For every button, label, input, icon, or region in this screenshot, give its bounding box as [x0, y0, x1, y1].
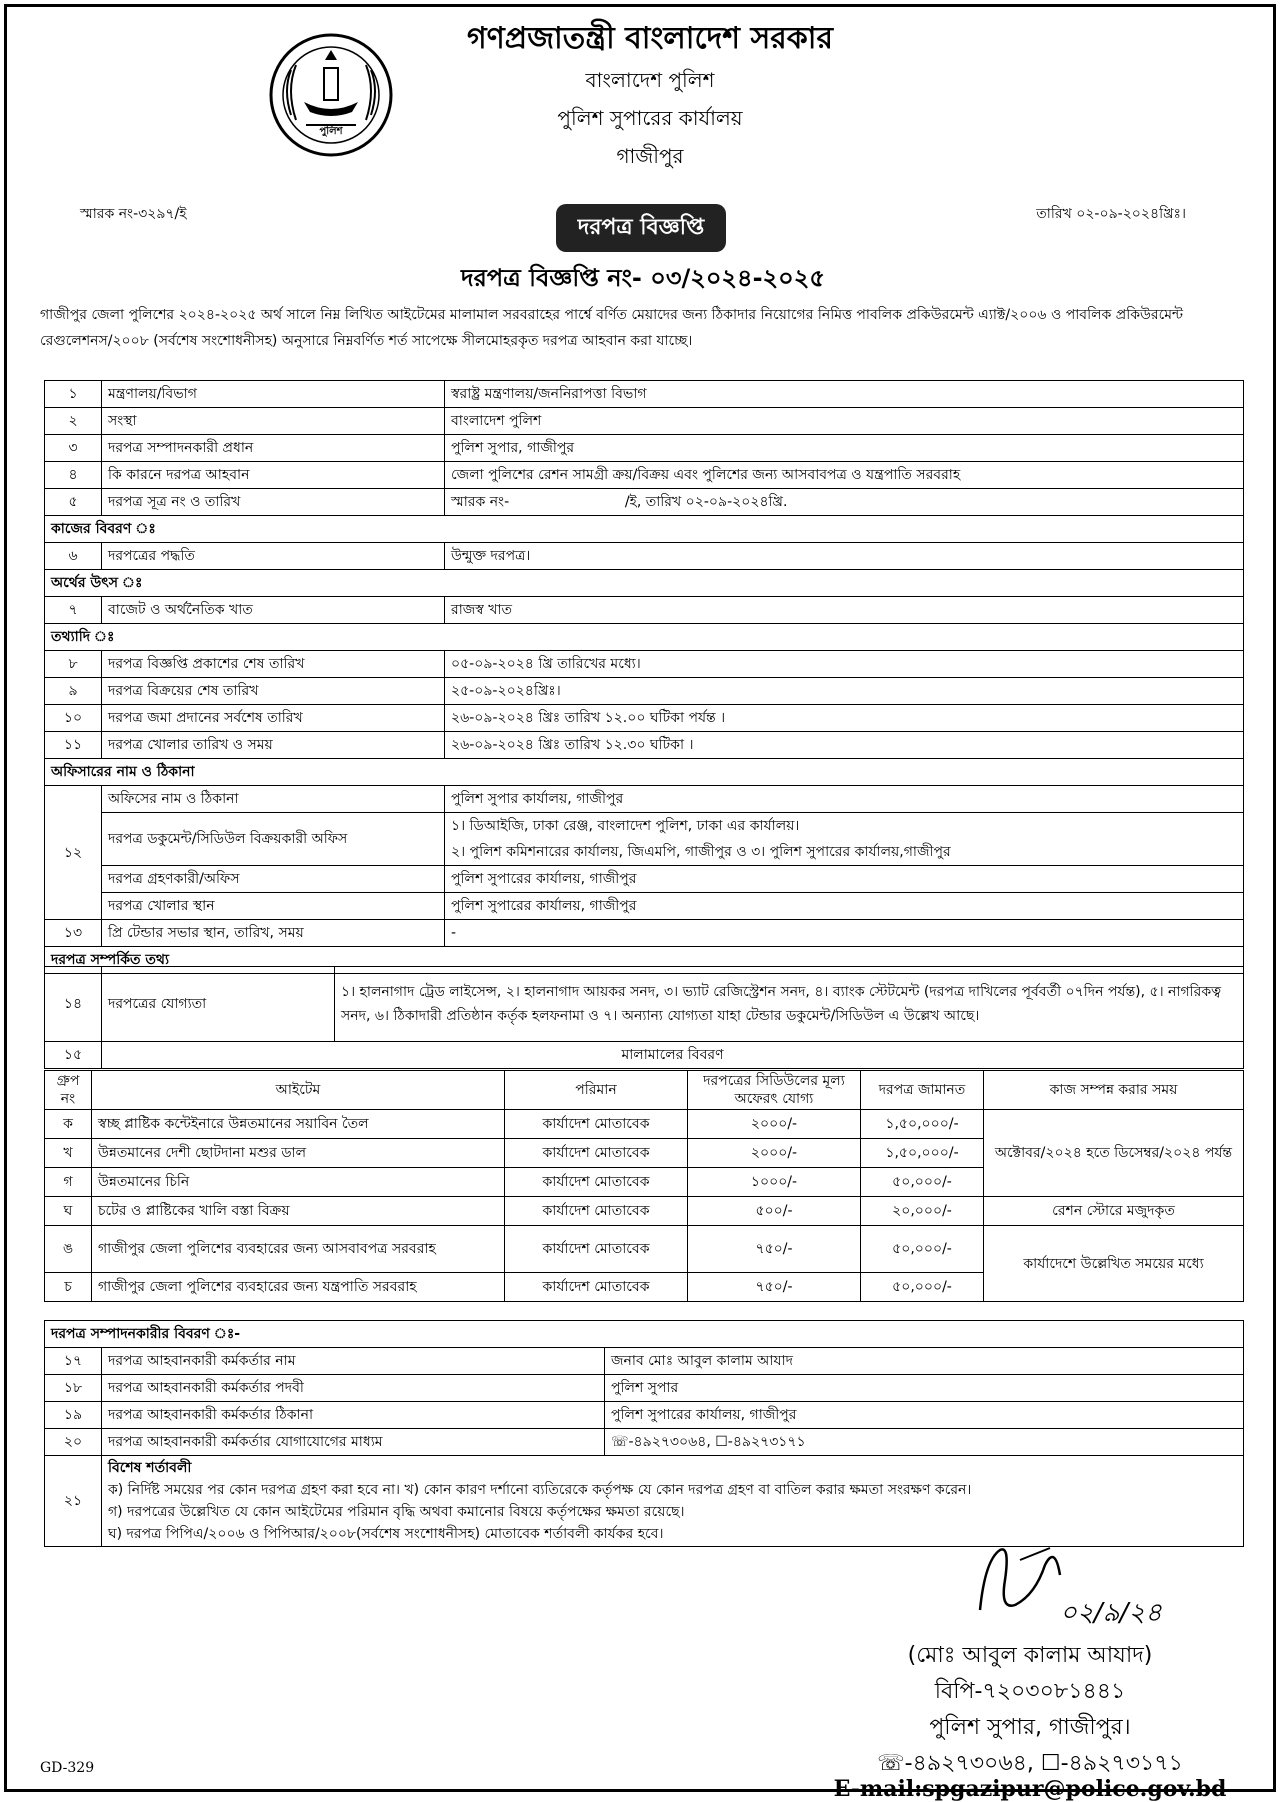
- header-quantity: পরিমান: [505, 1071, 688, 1110]
- table-row: [45, 597, 1244, 624]
- row-number: ১১: [45, 732, 102, 759]
- issue-date: তারিখ ০২-০৯-২০২৪খ্রিঃ।: [1036, 206, 1186, 222]
- row-number: ৬: [45, 543, 102, 570]
- table-row: [45, 1110, 1244, 1139]
- completion-time: কার্যাদেশে উল্লেখিত সময়ের মধ্যে: [984, 1226, 1244, 1302]
- completion-time: রেশন স্টোরে মজুদকৃত: [984, 1197, 1244, 1226]
- item-name: উন্নতমানের চিনি: [92, 1168, 505, 1197]
- row-value: পুলিশ সুপারের কার্যালয়, গাজীপুর: [605, 1402, 1244, 1429]
- row-number: ১৩: [45, 920, 102, 947]
- row-value: ২। পুলিশ কমিশনারের কার্যালয়, জিএমপি, গাজীপুর ও ৩। পুলিশ সুপারের কার্যালয়,গাজীপুর: [445, 839, 1244, 866]
- row-number: ১৮: [45, 1375, 102, 1402]
- row-number: ১: [45, 381, 102, 408]
- row-label: দরপত্রের পদ্ধতি: [102, 543, 445, 570]
- row-label: সংস্থা: [102, 408, 445, 435]
- table-row: [45, 543, 1244, 570]
- row-number: ১৭: [45, 1348, 102, 1375]
- row-label: দরপত্র গ্রহণকারী/অফিস: [102, 866, 445, 893]
- row-label: প্রি টেন্ডার সভার স্থান, তারিখ, সময়: [102, 920, 445, 947]
- row-value: ১। ডিআইজি, ঢাকা রেঞ্জ, বাংলাদেশ পুলিশ, ঢাকা এর কার্যালয়।: [445, 813, 1244, 840]
- header-item: আইটেম: [92, 1071, 505, 1110]
- table-row: [45, 408, 1244, 435]
- security-amount: ১,৫০,০০০/-: [861, 1110, 984, 1139]
- item-name: গাজীপুর জেলা পুলিশের ব্যবহারের জন্য আসবাবপত্র সরবরাহ: [92, 1226, 505, 1273]
- item-quantity: কার্যাদেশ মোতাবেক: [505, 1168, 688, 1197]
- row-number: ১৪: [45, 967, 102, 1042]
- row-number: ২: [45, 408, 102, 435]
- table-row: [45, 651, 1244, 678]
- security-amount: ৫০,০০০/-: [861, 1226, 984, 1273]
- row-value: ☏-৪৯২৭৩০৬৪, ☐-৪৯২৭৩১৭১: [605, 1429, 1244, 1456]
- group-number: ঘ: [45, 1197, 92, 1226]
- table-row: [45, 435, 1244, 462]
- row-number: ৭: [45, 597, 102, 624]
- row-value: রাজস্ব খাত: [445, 597, 1244, 624]
- table-row: [45, 893, 1244, 920]
- row-value: -: [445, 920, 1244, 947]
- row-number: ১৫: [45, 1042, 102, 1069]
- table-row: [45, 967, 1244, 1042]
- section-tender-info-heading: দরপত্র সম্পর্কিত তথ্য: [45, 947, 1244, 974]
- row-label: দরপত্র বিজ্ঞপ্তি প্রকাশের শেষ তারিখ: [102, 651, 445, 678]
- row-number: ১৯: [45, 1402, 102, 1429]
- row-number: ১০: [45, 705, 102, 732]
- goods-header-row: [45, 1071, 1244, 1110]
- header-group-no: গ্রুপ নং: [45, 1071, 92, 1110]
- row-label: দরপত্র আহবানকারী কর্মকর্তার যোগাযোগের মাধ্যম: [102, 1429, 605, 1456]
- group-number: চ: [45, 1273, 92, 1302]
- header-schedule-price: দরপত্রের সিডিউলের মূল্য অফেরৎ যোগ্য: [688, 1071, 861, 1110]
- section-row: [45, 624, 1244, 651]
- row-value: পুলিশ সুপার: [605, 1375, 1244, 1402]
- row-value: পুলিশ সুপারের কার্যালয়, গাজীপুর: [445, 893, 1244, 920]
- item-quantity: কার্যাদেশ মোতাবেক: [505, 1139, 688, 1168]
- security-amount: ১,৫০,০০০/-: [861, 1139, 984, 1168]
- header-line-1: বাংলাদেশ পুলিশ: [585, 68, 715, 92]
- row-value: ২৬-০৯-২০২৪ খ্রিঃ তারিখ ১২.০০ ঘটিকা পর্যন্ত ।: [445, 705, 1244, 732]
- group-number: গ: [45, 1168, 92, 1197]
- schedule-price: ৭৫০/-: [688, 1273, 861, 1302]
- header-security: দরপত্র জামানত: [861, 1071, 984, 1110]
- row-number: ৪: [45, 462, 102, 489]
- table-row: [45, 1429, 1244, 1456]
- schedule-price: ৫০০/-: [688, 1197, 861, 1226]
- executor-table: [44, 1320, 1244, 1547]
- signatory-bp: বিপি-৭২০৩০৮১৪৪১: [934, 1679, 1126, 1704]
- table-row: [45, 1348, 1244, 1375]
- row-number: ৮: [45, 651, 102, 678]
- item-name: স্বচ্ছ প্লাষ্টিক কন্টেইনারে উন্নতমানের সয়াবিন তৈল: [92, 1110, 505, 1139]
- row-label: দরপত্র আহবানকারী কর্মকর্তার নাম: [102, 1348, 605, 1375]
- table-row: [45, 462, 1244, 489]
- item-quantity: কার্যাদেশ মোতাবেক: [505, 1273, 688, 1302]
- item-quantity: কার্যাদেশ মোতাবেক: [505, 1110, 688, 1139]
- group-number: ঙ: [45, 1226, 92, 1273]
- tender-info-table: [44, 380, 1244, 974]
- row-number: ২১: [45, 1456, 102, 1547]
- row-label: মন্ত্রণালয়/বিভাগ: [102, 381, 445, 408]
- row-label: বাজেট ও অর্থনৈতিক খাত: [102, 597, 445, 624]
- signatory-email: E-mail:spgazipur@police.gov.bd: [833, 1776, 1227, 1802]
- table-row: [45, 866, 1244, 893]
- intro-paragraph: গাজীপুর জেলা পুলিশের ২০২৪-২০২৫ অর্থ সালে নিম্ন লিখিত আইটেমের মালামাল সরবরাহের পার্শ্বে বর্ণিত মেয়াদের জন্য ঠিকাদার নিয়োগের নিমিত্ত পাবলিক প্রকিউরমেন্ট এ্যাক্ট/২০০৬ ও পাবলিক প্রকিউরমেন্ট রেগুলেশনস/২০০৮ (সর্বশেষ সংশোধনীসহ) অনুসারে নিম্নবর্ণিত শর্ত সাপেক্ষে সীলমোহরকৃত দরপত্র আহবান করা যাচ্ছে।: [40, 307, 1184, 349]
- item-quantity: কার্যাদেশ মোতাবেক: [505, 1226, 688, 1273]
- item-name: উন্নতমানের দেশী ছোটদানা মশুর ডাল: [92, 1139, 505, 1168]
- signatory-name: (মোঃ আবুল কালাম আযাদ): [907, 1643, 1153, 1668]
- emblem-label: পুলিশ: [319, 126, 343, 137]
- goods-description-heading: মালামালের বিবরণ: [102, 1042, 1244, 1069]
- table-row: [45, 920, 1244, 947]
- notice-label-badge: দরপত্র বিজ্ঞপ্তি: [556, 204, 726, 252]
- goods-table: [44, 1070, 1244, 1302]
- row-label: দরপত্র সূত্র নং ও তারিখ: [102, 489, 445, 516]
- section-row: [45, 570, 1244, 597]
- completion-time: অক্টোবর/২০২৪ হতে ডিসেম্বর/২০২৪ পর্যন্ত: [984, 1110, 1244, 1197]
- security-amount: ৫০,০০০/-: [861, 1273, 984, 1302]
- schedule-price: ৭৫০/-: [688, 1226, 861, 1273]
- header-line-2: পুলিশ সুপারের কার্যালয়: [557, 106, 743, 130]
- signature-date: ০২/৯/২৪: [1060, 1598, 1162, 1628]
- row-number: ২০: [45, 1429, 102, 1456]
- schedule-price: ২০০০/-: [688, 1110, 861, 1139]
- table-row: [45, 732, 1244, 759]
- row-value: ০৫-০৯-২০২৪ খ্রি তারিখের মধ্যে।: [445, 651, 1244, 678]
- row-label: দরপত্র আহবানকারী কর্মকর্তার ঠিকানা: [102, 1402, 605, 1429]
- security-amount: ৫০,০০০/-: [861, 1168, 984, 1197]
- security-amount: ২০,০০০/-: [861, 1197, 984, 1226]
- section-work-heading: কাজের বিবরণ ঃ: [45, 516, 1244, 543]
- notice-number: দরপত্র বিজ্ঞপ্তি নং- ০৩/২০২৪-২০২৫: [461, 264, 825, 292]
- row-label: দরপত্র খোলার তারিখ ও সময়: [102, 732, 445, 759]
- table-row: [45, 786, 1244, 813]
- row-label: দরপত্র আহবানকারী কর্মকর্তার পদবী: [102, 1375, 605, 1402]
- section-executor-heading: দরপত্র সম্পাদনকারীর বিবরণ ঃ-: [45, 1321, 1244, 1348]
- section-fund-heading: অর্থের উৎস ঃ: [45, 570, 1244, 597]
- row-value: পুলিশ সুপার, গাজীপুর: [445, 435, 1244, 462]
- eligibility-table: [44, 966, 1244, 1069]
- item-quantity: কার্যাদেশ মোতাবেক: [505, 1197, 688, 1226]
- row-label: দরপত্র খোলার স্থান: [102, 893, 445, 920]
- table-row: [45, 678, 1244, 705]
- condition-line: ঘ) দরপত্র পিপিএ/২০০৬ ও পিপিআর/২০০৮(সর্বশেষ সংশোধনীসহ) মোতাবেক শর্তাবলী কার্যকর হবে।: [108, 1526, 664, 1542]
- group-number: ক: [45, 1110, 92, 1139]
- row-value: বাংলাদেশ পুলিশ: [445, 408, 1244, 435]
- row-value: ১। হালনাগাদ ট্রেড লাইসেন্স, ২। হালনাগাদ আয়কর সনদ, ৩। ভ্যাট রেজিস্ট্রেশন সনদ, ৪। ব্যাংক স্টেটমেন্ট (দরপত্র দাখিলের পূর্ববর্তী ০৭দিন পর্যন্ত), ৫। নাগরিকত্ব সনদ, ৬। ঠিকাদারী প্রতিষ্ঠান কর্তৃক হলফনামা ও ৭। অন্যান্য যোগ্যতা যাহা টেন্ডার ডকুমেন্ট/সিডিউল এ উল্লেখ আছে।: [335, 967, 1244, 1042]
- government-title: গণপ্রজাতন্ত্রী বাংলাদেশ সরকার: [467, 21, 833, 56]
- row-value: উন্মুক্ত দরপত্র।: [445, 543, 1244, 570]
- row-label: কি কারনে দরপত্র আহবান: [102, 462, 445, 489]
- schedule-price: ২০০০/-: [688, 1139, 861, 1168]
- table-row: [45, 489, 1244, 516]
- section-office-heading: অফিসারের নাম ও ঠিকানা: [45, 759, 1244, 786]
- signatory-phones: ☏-৪৯২৭৩০৬৪, ☐-৪৯২৭৩১৭১: [877, 1751, 1183, 1776]
- row-value: ২৬-০৯-২০২৪ খ্রিঃ তারিখ ১২.৩০ ঘটিকা ।: [445, 732, 1244, 759]
- signatory-designation: পুলিশ সুপার, গাজীপুর।: [929, 1715, 1131, 1740]
- row-value: জনাব মোঃ আবুল কালাম আযাদ: [605, 1348, 1244, 1375]
- row-number: ৫: [45, 489, 102, 516]
- table-row: [45, 705, 1244, 732]
- row-value: স্মারক নং- /ই, তারিখ ০২-০৯-২০২৪খ্রি.: [445, 489, 1244, 516]
- row-label: দরপত্র সম্পাদনকারী প্রধান: [102, 435, 445, 462]
- special-conditions-title: বিশেষ শর্তাবলী: [108, 1460, 192, 1476]
- row-number: ৯: [45, 678, 102, 705]
- row-value: ২৫-০৯-২০২৪খ্রিঃ।: [445, 678, 1244, 705]
- condition-line: গ) দরপত্রের উল্লেখিত যে কোন আইটেমের পরিমান বৃদ্ধি অথবা কমানোর বিষয়ে কর্তৃপক্ষের ক্ষমতা রয়েছে।: [108, 1504, 685, 1520]
- section-row: [45, 1321, 1244, 1348]
- table-row: [45, 1042, 1244, 1069]
- item-name: চটের ও প্লাষ্টিকের খালি বস্তা বিক্রয়: [92, 1197, 505, 1226]
- row-number: ৩: [45, 435, 102, 462]
- row-label: দরপত্রের যোগ্যতা: [102, 967, 335, 1042]
- table-row: [45, 1375, 1244, 1402]
- item-name: গাজীপুর জেলা পুলিশের ব্যবহারের জন্য যন্ত্রপাতি সরবরাহ: [92, 1273, 505, 1302]
- row-number: ১২: [45, 786, 102, 920]
- table-row: [45, 381, 1244, 408]
- header-line-3: গাজীপুর: [616, 144, 684, 168]
- section-row: [45, 759, 1244, 786]
- row-label: দরপত্র বিক্রয়ের শেষ তারিখ: [102, 678, 445, 705]
- special-conditions: [102, 1456, 1244, 1547]
- row-value: পুলিশ সুপার কার্যালয়, গাজীপুর: [445, 786, 1244, 813]
- row-value: পুলিশ সুপারের কার্যালয়, গাজীপুর: [445, 866, 1244, 893]
- memo-number: স্মারক নং-৩২৯৭/ই: [80, 206, 187, 222]
- row-value: স্বরাষ্ট্র মন্ত্রণালয়/জননিরাপত্তা বিভাগ: [445, 381, 1244, 408]
- table-row: [45, 1402, 1244, 1429]
- footer-code: GD-329: [40, 1760, 95, 1776]
- table-row: [45, 813, 1244, 840]
- table-row: [45, 1226, 1244, 1273]
- group-number: খ: [45, 1139, 92, 1168]
- section-row: [45, 516, 1244, 543]
- condition-line: ক) নির্দিষ্ট সময়ের পর কোন দরপত্র গ্রহণ করা হবে না। খ) কোন কারণ দর্শানো ব্যতিরেকে কর্তৃপক্ষ যে কোন দরপত্র গ্রহণ বা বাতিল করার ক্ষমতা সংরক্ষণ করেন।: [108, 1482, 972, 1498]
- header-completion-time: কাজ সম্পন্ন করার সময়: [984, 1071, 1244, 1110]
- row-label: দরপত্র জমা প্রদানের সর্বশেষ তারিখ: [102, 705, 445, 732]
- table-row: [45, 1197, 1244, 1226]
- schedule-price: ১০০০/-: [688, 1168, 861, 1197]
- table-row: [45, 1456, 1244, 1547]
- row-label: দরপত্র ডকুমেন্ট/সিডিউল বিক্রয়কারী অফিস: [102, 813, 445, 866]
- section-info-heading: তথ্যাদি ঃ: [45, 624, 1244, 651]
- row-value: জেলা পুলিশের রেশন সামগ্রী ক্রয়/বিক্রয় এবং পুলিশের জন্য আসবাবপত্র ও যন্ত্রপাতি সরবরাহ: [445, 462, 1244, 489]
- row-label: অফিসের নাম ও ঠিকানা: [102, 786, 445, 813]
